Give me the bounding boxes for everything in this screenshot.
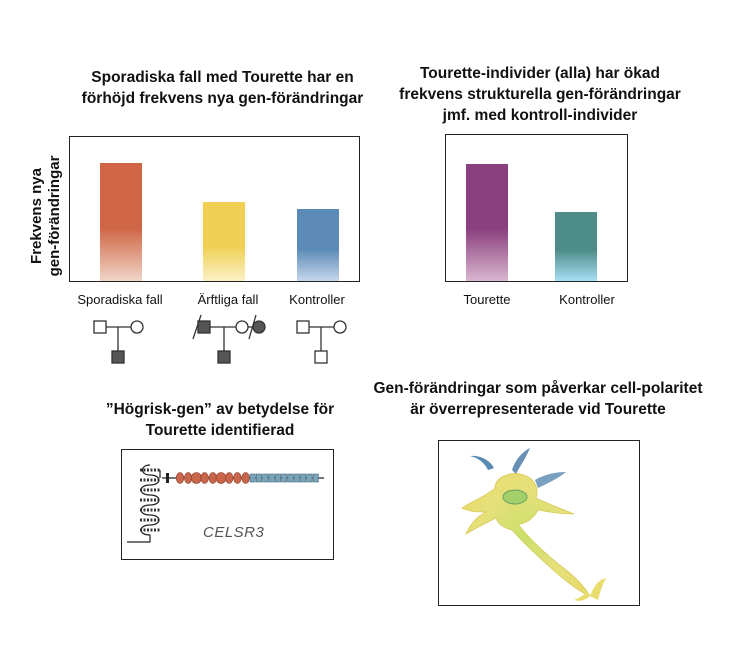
panel2-title: Tourette-individer (alla) har ökad frekvens strukturella gen-förändringar jmf. med kontroll-individer [399, 65, 681, 124]
x-tick-label: Tourette [463, 292, 511, 307]
panel1-title: Sporadiska fall med Tourette har en förhöjd frekvens nya gen-förändringar [81, 69, 364, 107]
panel1-y-axis-label: Frekvens nya gen-förändringar [28, 155, 63, 277]
panel3-title: ”Högrisk-gen” av betydelse för Tourette identifierad [105, 401, 335, 439]
neuron-illustration-box [438, 440, 640, 606]
bar-kontroller [555, 212, 597, 281]
pedigree-control-icon [297, 321, 346, 363]
x-tick-label: Ärftliga fall [197, 292, 259, 307]
bar-kontroller [297, 209, 339, 281]
chart2-plot-area [445, 134, 628, 282]
panel4-title: Gen-förändringar som påverkar cell-polaritet är överrepresenterade vid Tourette [373, 380, 703, 418]
gene-name-label: CELSR3 [203, 524, 265, 541]
x-tick-label: Sporadiska fall [77, 292, 163, 307]
bar-ärftliga-fall [203, 202, 245, 281]
chart1-plot-area [69, 136, 360, 282]
x-tick-label: Kontroller [559, 292, 615, 307]
bar-sporadiska-fall [100, 163, 142, 281]
celsr3-protein-box [121, 449, 334, 560]
pedigree-sporadic-icon [94, 321, 143, 363]
bar-tourette [466, 164, 508, 281]
pedigree-hereditary-icon [193, 315, 265, 363]
x-tick-label: Kontroller [289, 292, 345, 307]
